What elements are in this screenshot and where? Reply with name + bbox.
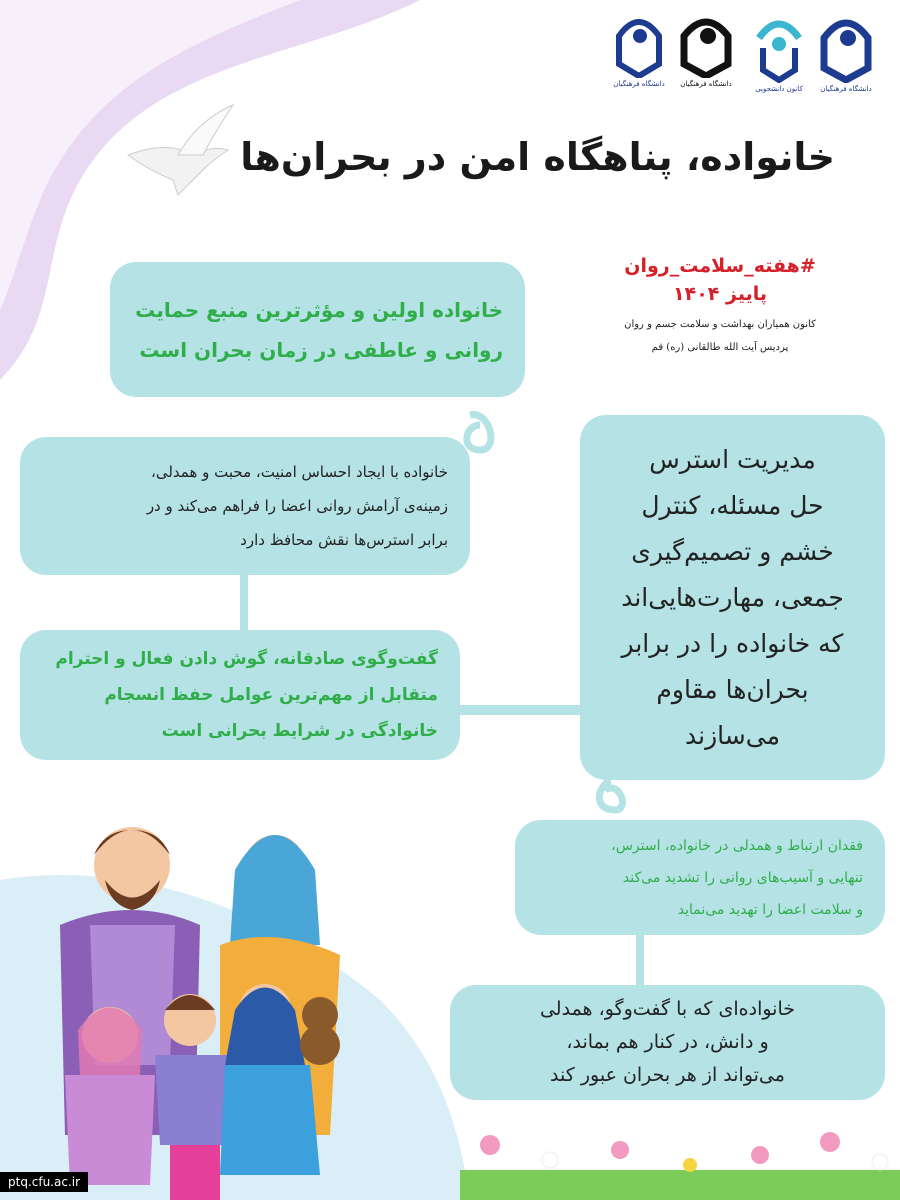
info-box-skills: مدیریت استرس حل مسئله، کنترل خشم و تصمیم‌گیری جمعی، مهارت‌هایی‌اند که خانواده را در برابر بحران‌ها مقاوم می‌سازند (580, 415, 885, 780)
event-info (620, 255, 820, 353)
connector (636, 930, 644, 990)
info-box-conclusion: خانواده‌ای که با گفت‌وگو، همدلی و دانش، در کنار هم بماند، می‌تواند از هر بحران عبور کند (450, 985, 885, 1100)
info-box-communication: گفت‌وگوی صادقانه، گوش دادن فعال و احترام متقابل از مهم‌ترین عوامل حفظ انسجام خانوادگی در شرایط بحرانی است (20, 630, 460, 760)
watermark: ptq.cfu.ac.ir (0, 1172, 88, 1192)
university-logo-icon (678, 8, 734, 78)
logo: کانون دانشجویی (748, 8, 810, 93)
info-box-risk: فقدان ارتباط و همدلی در خانواده، استرس، تنهایی و آسیب‌های روانی را تشدید می‌کند و سلامت اعضا را تهدید می‌نماید (515, 820, 885, 935)
association-logo-icon (751, 8, 807, 83)
org-line: پردیس آیت الله طالقانی (ره) قم (651, 342, 789, 353)
hashtag: #هفته_سلامت_روان (624, 255, 816, 277)
org-line: کانون همیاران بهداشت و سلامت جسم و روان (624, 319, 816, 330)
connector (455, 705, 585, 715)
family-illustration (20, 805, 370, 1200)
info-box-primary-source: خانواده اولین و مؤثرترین منبع حمایت روانی و عاطفی در زمان بحران است (110, 262, 525, 397)
logo: دانشگاه فرهنگیان (608, 8, 670, 88)
connector (240, 570, 248, 635)
logo: دانشگاه فرهنگیان (815, 8, 877, 93)
season: پاییز ۱۴۰۴ (673, 283, 767, 305)
flowers-decoration (460, 1120, 900, 1200)
logo: دانشگاه فرهنگیان (675, 8, 737, 88)
page-title: خانواده، پناهگاه امن در بحران‌ها (240, 135, 835, 179)
info-box-security: خانواده با ایجاد احساس امنیت، محبت و همدلی، زمینه‌ی آرامش روانی اعضا را فراهم می‌کند و در برابر استرس‌ها نقش محافظ دارد (20, 437, 470, 575)
university-logo-icon (818, 8, 874, 83)
dove-icon (118, 100, 238, 200)
university-logo-icon (614, 8, 664, 78)
